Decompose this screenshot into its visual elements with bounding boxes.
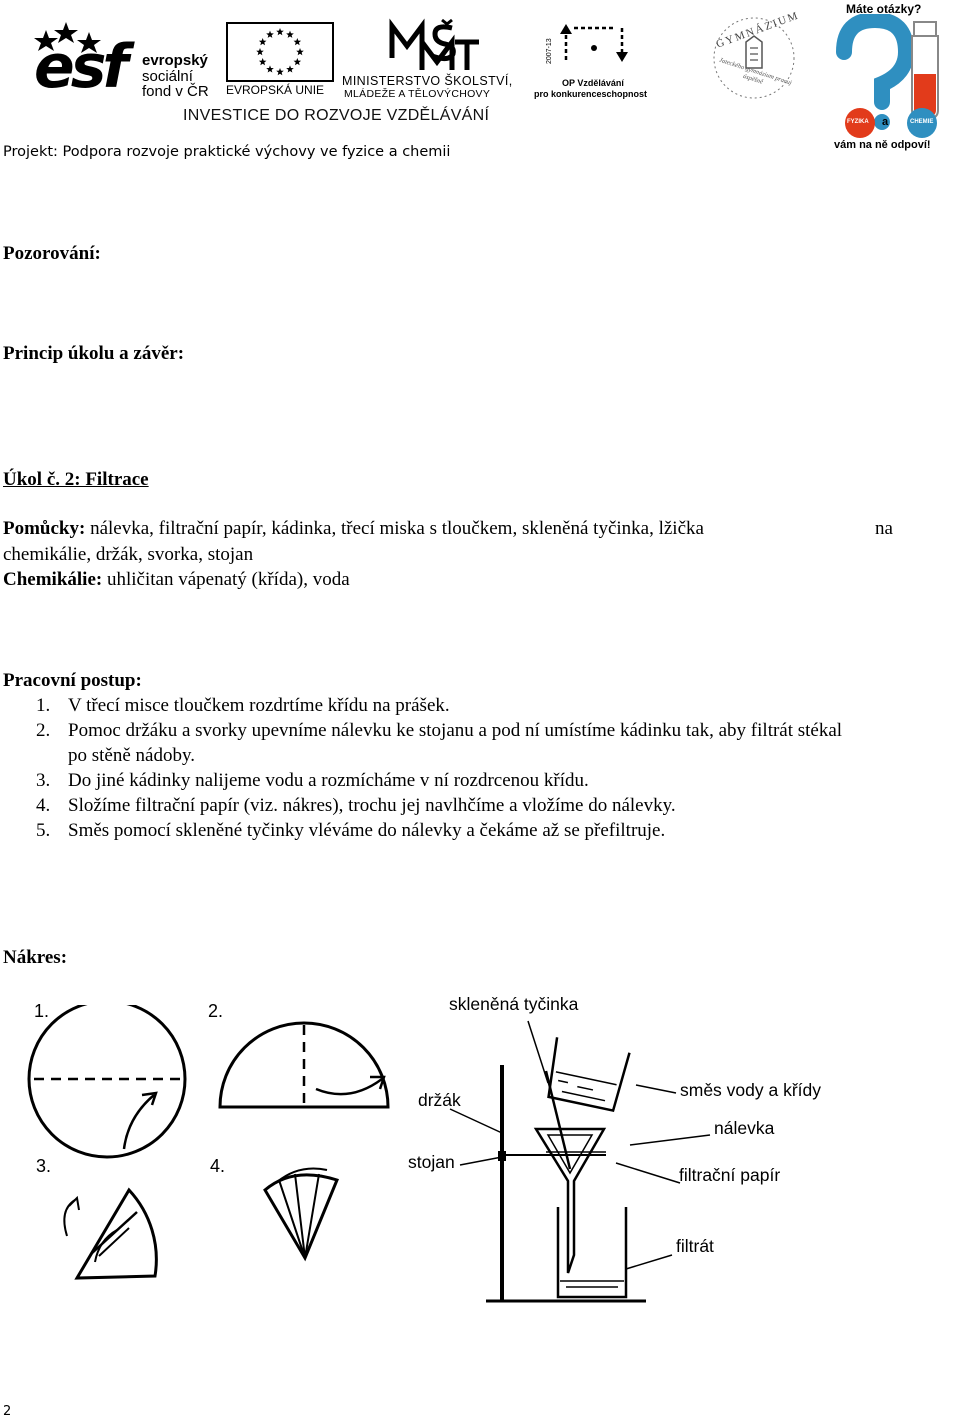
gymnazium-lower-text: Jateckého gymnázium pracuj úspěšně	[718, 56, 793, 87]
heading-pozorovani: Pozorování:	[3, 243, 101, 264]
step-2-text-cont: po stěně nádoby.	[68, 745, 195, 766]
label-smes: směs vody a křídy	[680, 1080, 822, 1100]
label-nalevka: nálevka	[714, 1118, 775, 1138]
page-number: 2	[3, 1404, 12, 1419]
eu-flag-icon	[226, 22, 334, 82]
op-line2: pro konkurenceschopnost	[534, 89, 648, 99]
investice-tagline: INVESTICE DO ROZVOJE VZDĚLÁVÁNÍ	[183, 107, 490, 124]
op-line1: OP Vzdělávání	[562, 78, 624, 88]
op-years: 2007-13	[546, 38, 553, 64]
step-4-text: Složíme filtrační papír (viz. nákres), trochu jej navlhčíme a vložíme do nálevky.	[68, 795, 676, 816]
step-3-text: Do jiné kádinky nalijeme vodu a rozmícháme v ní rozdrcenou křídu.	[68, 770, 589, 791]
fold-step-4-diagram	[255, 1160, 355, 1265]
gymnazium-logo	[706, 8, 802, 104]
fold-step-3-num: 3.	[36, 1156, 52, 1176]
step-5-num: 5.	[36, 820, 51, 841]
step-4-num: 4.	[36, 795, 51, 816]
esf-line2: sociální	[142, 68, 193, 85]
mate-otazky-bottom: vám na ně odpoví!	[834, 139, 931, 151]
step-1-text: V třecí misce tloučkem rozdrtíme křídu na prášek.	[68, 695, 450, 716]
esf-line3: fond v ČR	[142, 83, 209, 100]
pomucky-label: Pomůcky:	[3, 518, 86, 539]
drawing	[0, 985, 960, 1315]
chemikalie-value: uhličitan vápenatý (křída), voda	[102, 569, 350, 590]
fold-step-3-diagram	[55, 1180, 175, 1290]
fold-step-4-num: 4.	[210, 1156, 226, 1176]
mate-otazky-top: Máte otázky?	[846, 2, 922, 16]
chemie-badge: CHEMIE	[910, 119, 934, 125]
project-line: Projekt: Podpora rozvoje praktické výchovy ve fyzice a chemii	[3, 144, 451, 160]
label-papir: filtrační papír	[679, 1165, 781, 1185]
chemikalie-label: Chemikálie:	[3, 569, 103, 590]
step-2-text: Pomoc držáku a svorky upevníme nálevku ke stojanu a pod ní umístíme kádinku tak, aby filtrát stékal	[68, 720, 843, 741]
fold-step-2-num: 2.	[208, 1001, 224, 1021]
step-3-num: 3.	[36, 770, 51, 791]
esf-line1: evropský	[142, 52, 208, 69]
label-drzak: držák	[418, 1090, 461, 1110]
heading-princip: Princip úkolu a závěr:	[3, 343, 185, 364]
label-stojan: stojan	[408, 1152, 455, 1172]
eu-label: EVROPSKÁ UNIE	[226, 83, 325, 97]
fold-step-1-num: 1.	[34, 1001, 50, 1021]
pomucky-line1	[3, 516, 704, 541]
msmt-monogram-icon	[387, 18, 482, 73]
label-tycinka: skleněná tyčinka	[449, 994, 579, 1014]
step-5-text: Směs pomocí skleněné tyčinky vléváme do nálevky a čekáme až se přefiltruje.	[68, 820, 666, 841]
pomucky-value: nálevka, filtrační papír, kádinka, třecí miska s tloučkem, skleněná tyčinka, lžička	[85, 518, 704, 539]
pomucky-line2: chemikálie, držák, svorka, stojan	[3, 544, 254, 565]
esf-letters: esf	[34, 32, 125, 102]
pomucky-na: na	[875, 518, 893, 539]
msmt-logo	[342, 18, 532, 100]
header	[0, 0, 960, 170]
and-badge: a	[882, 116, 889, 128]
msmt-line1: MINISTERSTVO ŠKOLSTVÍ,	[342, 74, 513, 88]
fold-step-1-diagram	[20, 1005, 200, 1190]
op-logo	[534, 20, 654, 100]
fold-step-2-diagram	[210, 1013, 400, 1118]
heading-postup: Pracovní postup:	[3, 670, 142, 691]
mate-otazky-logo	[830, 0, 960, 158]
op-arrows-icon	[556, 20, 636, 72]
step-2-num: 2.	[36, 720, 51, 741]
eu-logo	[226, 22, 338, 98]
fyzika-badge: FYZIKA	[847, 119, 869, 125]
chemikalie-line	[3, 567, 350, 592]
msmt-line2: MLÁDEŽE A TĚLOVÝCHOVY	[344, 88, 491, 100]
label-filtrat: filtrát	[676, 1236, 714, 1256]
heading-ukol: Úkol č. 2: Filtrace	[3, 469, 149, 490]
heading-nakres: Nákres:	[3, 947, 68, 968]
step-1-num: 1.	[36, 695, 51, 716]
gymnazium-arc-text: GYMNÁZIUM	[714, 9, 802, 51]
esf-logo	[34, 20, 224, 100]
